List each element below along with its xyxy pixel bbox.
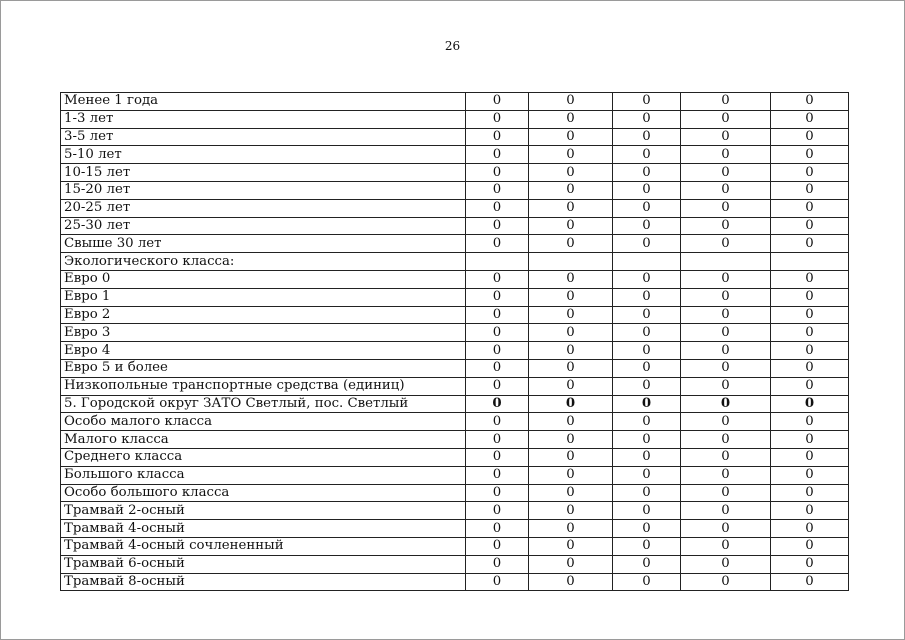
table-cell: 0 bbox=[529, 164, 613, 182]
table-cell: 0 bbox=[613, 128, 681, 146]
table-row bbox=[61, 359, 849, 377]
table-row bbox=[61, 377, 849, 395]
table-cell: 0 bbox=[681, 484, 771, 502]
table-cell: 0 bbox=[681, 395, 771, 413]
table-cell: 0 bbox=[466, 342, 529, 360]
table-cell: 0 bbox=[529, 342, 613, 360]
table-cell: 0 bbox=[466, 431, 529, 449]
table-cell: 0 bbox=[771, 128, 849, 146]
table-cell: 0 bbox=[681, 537, 771, 555]
table-cell: 0 bbox=[681, 93, 771, 111]
table-cell: 0 bbox=[681, 110, 771, 128]
table-cell: 0 bbox=[681, 235, 771, 253]
table-cell: 0 bbox=[613, 555, 681, 573]
row-label: Евро 1 bbox=[61, 288, 466, 306]
table-row bbox=[61, 306, 849, 324]
table-cell: 0 bbox=[771, 431, 849, 449]
table-cell: 0 bbox=[771, 164, 849, 182]
table-cell: 0 bbox=[771, 93, 849, 111]
table-cell: 0 bbox=[466, 288, 529, 306]
table-row bbox=[61, 253, 849, 271]
table-row bbox=[61, 181, 849, 199]
table-cell: 0 bbox=[466, 110, 529, 128]
table-cell: 0 bbox=[681, 288, 771, 306]
table-cell: 0 bbox=[529, 181, 613, 199]
table-row bbox=[61, 520, 849, 538]
table-row bbox=[61, 484, 849, 502]
table-cell: 0 bbox=[466, 128, 529, 146]
table-cell: 0 bbox=[466, 377, 529, 395]
table-cell: 0 bbox=[681, 448, 771, 466]
row-label: Евро 4 bbox=[61, 342, 466, 360]
row-label: 20-25 лет bbox=[61, 199, 466, 217]
table-cell: 0 bbox=[613, 466, 681, 484]
table-cell: 0 bbox=[529, 573, 613, 591]
table-cell: 0 bbox=[613, 448, 681, 466]
table-cell: 0 bbox=[681, 502, 771, 520]
table-cell: 0 bbox=[466, 164, 529, 182]
row-label: 5. Городской округ ЗАТО Светлый, пос. Светлый bbox=[61, 395, 466, 413]
table-cell: 0 bbox=[681, 342, 771, 360]
table-cell: 0 bbox=[529, 324, 613, 342]
table-row bbox=[61, 431, 849, 449]
row-label: Евро 2 bbox=[61, 306, 466, 324]
table-cell: 0 bbox=[771, 502, 849, 520]
table-cell: 0 bbox=[529, 199, 613, 217]
table-cell: 0 bbox=[681, 359, 771, 377]
table-cell: 0 bbox=[466, 181, 529, 199]
table-body bbox=[61, 93, 849, 591]
table-cell: 0 bbox=[681, 164, 771, 182]
table-cell: 0 bbox=[771, 342, 849, 360]
table-cell: 0 bbox=[529, 395, 613, 413]
table-cell: 0 bbox=[681, 466, 771, 484]
table-cell: 0 bbox=[771, 146, 849, 164]
table-cell: 0 bbox=[466, 448, 529, 466]
table-cell: 0 bbox=[771, 199, 849, 217]
table-cell: 0 bbox=[681, 270, 771, 288]
table-row bbox=[61, 448, 849, 466]
table-cell bbox=[771, 253, 849, 271]
table-cell: 0 bbox=[613, 164, 681, 182]
table-cell: 0 bbox=[681, 431, 771, 449]
table-cell: 0 bbox=[466, 466, 529, 484]
table-cell: 0 bbox=[613, 395, 681, 413]
table-cell: 0 bbox=[466, 537, 529, 555]
table-cell: 0 bbox=[681, 128, 771, 146]
row-label: Трамвай 6-осный bbox=[61, 555, 466, 573]
table-cell bbox=[529, 253, 613, 271]
table-row bbox=[61, 573, 849, 591]
table-cell: 0 bbox=[613, 306, 681, 324]
table-cell: 0 bbox=[529, 306, 613, 324]
table-cell: 0 bbox=[681, 199, 771, 217]
table-cell: 0 bbox=[681, 555, 771, 573]
table-cell: 0 bbox=[466, 93, 529, 111]
table-cell: 0 bbox=[529, 110, 613, 128]
table-cell bbox=[466, 253, 529, 271]
table-cell bbox=[613, 253, 681, 271]
table-cell: 0 bbox=[613, 502, 681, 520]
table-cell bbox=[681, 253, 771, 271]
table-cell: 0 bbox=[529, 217, 613, 235]
table-cell: 0 bbox=[613, 484, 681, 502]
table-cell: 0 bbox=[613, 324, 681, 342]
table-cell: 0 bbox=[466, 270, 529, 288]
row-label: Свыше 30 лет bbox=[61, 235, 466, 253]
page-number: 26 bbox=[444, 39, 461, 53]
table-cell: 0 bbox=[613, 573, 681, 591]
table-cell: 0 bbox=[466, 217, 529, 235]
table-cell: 0 bbox=[466, 502, 529, 520]
table-cell: 0 bbox=[681, 146, 771, 164]
table-cell: 0 bbox=[466, 573, 529, 591]
table-cell: 0 bbox=[771, 110, 849, 128]
table-cell: 0 bbox=[529, 466, 613, 484]
table-cell: 0 bbox=[466, 306, 529, 324]
table-cell: 0 bbox=[466, 484, 529, 502]
table-cell: 0 bbox=[613, 235, 681, 253]
table-cell: 0 bbox=[529, 146, 613, 164]
table-cell: 0 bbox=[613, 520, 681, 538]
table-cell: 0 bbox=[613, 181, 681, 199]
table-cell: 0 bbox=[613, 93, 681, 111]
table-row bbox=[61, 146, 849, 164]
table-row bbox=[61, 288, 849, 306]
table-cell: 0 bbox=[529, 431, 613, 449]
table-cell: 0 bbox=[529, 288, 613, 306]
table-cell: 0 bbox=[681, 520, 771, 538]
table-cell: 0 bbox=[681, 181, 771, 199]
table-row bbox=[61, 93, 849, 111]
table-cell: 0 bbox=[771, 395, 849, 413]
table-cell: 0 bbox=[771, 359, 849, 377]
table-cell: 0 bbox=[466, 395, 529, 413]
table-cell: 0 bbox=[466, 520, 529, 538]
table-row bbox=[61, 395, 849, 413]
row-label: Трамвай 2-осный bbox=[61, 502, 466, 520]
table-cell: 0 bbox=[771, 537, 849, 555]
table-row bbox=[61, 466, 849, 484]
row-label: Большого класса bbox=[61, 466, 466, 484]
table-cell: 0 bbox=[681, 377, 771, 395]
table-cell: 0 bbox=[529, 520, 613, 538]
row-label: 25-30 лет bbox=[61, 217, 466, 235]
table-cell: 0 bbox=[613, 110, 681, 128]
table-cell: 0 bbox=[771, 413, 849, 431]
table-row bbox=[61, 164, 849, 182]
table-cell: 0 bbox=[613, 270, 681, 288]
table-cell: 0 bbox=[529, 484, 613, 502]
table-cell: 0 bbox=[529, 448, 613, 466]
table-cell: 0 bbox=[613, 146, 681, 164]
table-cell: 0 bbox=[771, 270, 849, 288]
row-label: Малого класса bbox=[61, 431, 466, 449]
table-cell: 0 bbox=[771, 555, 849, 573]
table-cell: 0 bbox=[771, 484, 849, 502]
row-label: Среднего класса bbox=[61, 448, 466, 466]
table-cell: 0 bbox=[466, 235, 529, 253]
table-cell: 0 bbox=[681, 306, 771, 324]
table-row bbox=[61, 199, 849, 217]
table-cell: 0 bbox=[771, 306, 849, 324]
table-cell: 0 bbox=[771, 288, 849, 306]
table-row bbox=[61, 342, 849, 360]
table-cell: 0 bbox=[771, 466, 849, 484]
table-cell: 0 bbox=[771, 217, 849, 235]
table-cell: 0 bbox=[466, 324, 529, 342]
row-label: 5-10 лет bbox=[61, 146, 466, 164]
row-label: Особо большого класса bbox=[61, 484, 466, 502]
table-cell: 0 bbox=[771, 181, 849, 199]
table-cell: 0 bbox=[529, 555, 613, 573]
row-label: Евро 0 bbox=[61, 270, 466, 288]
table-cell: 0 bbox=[529, 93, 613, 111]
table-cell: 0 bbox=[771, 377, 849, 395]
table-cell: 0 bbox=[613, 431, 681, 449]
row-label: Трамвай 4-осный bbox=[61, 520, 466, 538]
row-label: 3-5 лет bbox=[61, 128, 466, 146]
table-row bbox=[61, 110, 849, 128]
table-cell: 0 bbox=[681, 413, 771, 431]
table-cell: 0 bbox=[529, 537, 613, 555]
row-label: Евро 3 bbox=[61, 324, 466, 342]
table-cell: 0 bbox=[529, 359, 613, 377]
row-label: Особо малого класса bbox=[61, 413, 466, 431]
table-row bbox=[61, 217, 849, 235]
table-row bbox=[61, 555, 849, 573]
table-row bbox=[61, 235, 849, 253]
table-cell: 0 bbox=[529, 377, 613, 395]
table-cell: 0 bbox=[771, 324, 849, 342]
data-table bbox=[60, 92, 849, 591]
table-cell: 0 bbox=[529, 413, 613, 431]
row-label: Менее 1 года bbox=[61, 93, 466, 111]
table-row bbox=[61, 537, 849, 555]
row-label: Экологического класса: bbox=[61, 253, 466, 271]
table-cell: 0 bbox=[466, 359, 529, 377]
table-cell: 0 bbox=[681, 324, 771, 342]
row-label: 10-15 лет bbox=[61, 164, 466, 182]
table-cell: 0 bbox=[466, 146, 529, 164]
table-row bbox=[61, 502, 849, 520]
table-cell: 0 bbox=[613, 342, 681, 360]
row-label: 15-20 лет bbox=[61, 181, 466, 199]
table-cell: 0 bbox=[681, 217, 771, 235]
table-row bbox=[61, 270, 849, 288]
table-cell: 0 bbox=[613, 217, 681, 235]
row-label: Евро 5 и более bbox=[61, 359, 466, 377]
table-cell: 0 bbox=[613, 537, 681, 555]
table-cell: 0 bbox=[613, 377, 681, 395]
table-cell: 0 bbox=[529, 502, 613, 520]
table-cell: 0 bbox=[771, 235, 849, 253]
table-cell: 0 bbox=[613, 413, 681, 431]
table-cell: 0 bbox=[529, 270, 613, 288]
table-cell: 0 bbox=[466, 413, 529, 431]
row-label: Трамвай 8-осный bbox=[61, 573, 466, 591]
table-cell: 0 bbox=[529, 128, 613, 146]
table-cell: 0 bbox=[681, 573, 771, 591]
table-cell: 0 bbox=[771, 573, 849, 591]
table-cell: 0 bbox=[613, 199, 681, 217]
table-cell: 0 bbox=[613, 288, 681, 306]
table-row bbox=[61, 128, 849, 146]
table-cell: 0 bbox=[771, 448, 849, 466]
table-cell: 0 bbox=[466, 555, 529, 573]
table-cell: 0 bbox=[466, 199, 529, 217]
row-label: Низкопольные транспортные средства (единиц) bbox=[61, 377, 466, 395]
table-cell: 0 bbox=[613, 359, 681, 377]
row-label: 1-3 лет bbox=[61, 110, 466, 128]
table-cell: 0 bbox=[771, 520, 849, 538]
table-cell: 0 bbox=[529, 235, 613, 253]
row-label: Трамвай 4-осный сочлененный bbox=[61, 537, 466, 555]
table-row bbox=[61, 324, 849, 342]
table-row bbox=[61, 413, 849, 431]
